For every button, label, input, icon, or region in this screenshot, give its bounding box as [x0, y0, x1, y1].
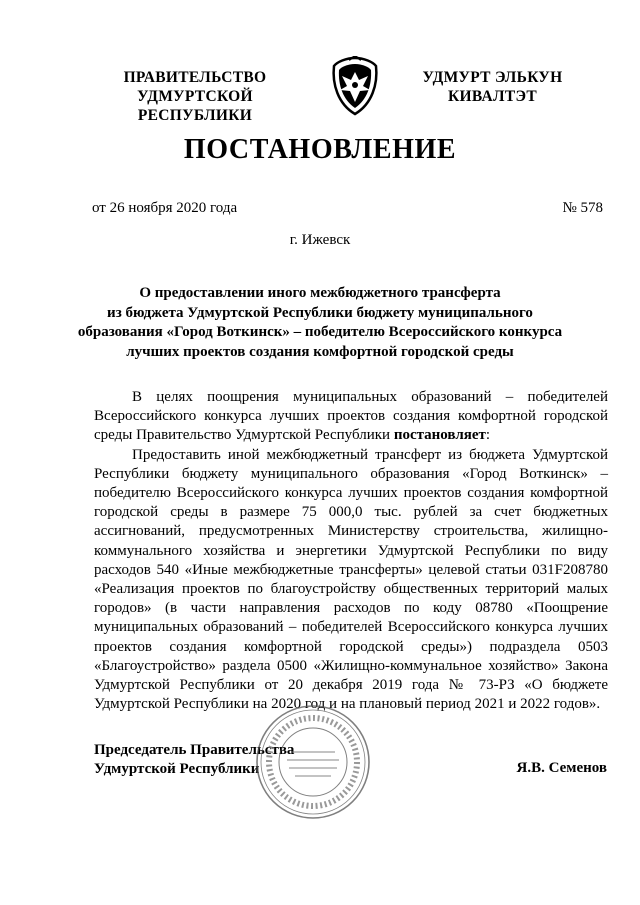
document-subject [60, 284, 580, 362]
preamble-text: В целях поощрения муниципальных образований – победителей Всероссийского конкурса лучших проектов создания комфортной городской среды Правительство Удмуртской Республики [94, 389, 608, 444]
resolution-paragraph: Предоставить иной межбюджетный трансферт из бюджета Удмуртской Республики бюджету муниципального образования «Город Воткинск» – победителю Всероссийского конкурса лучших проектов создания комфортной городской среды в размере 75 000,0 тыс. рублей за счет бюджетных ассигнований, предусмотренных Министерству строительства, жилищно-коммунального хозяйства и энергетики Удмуртской Республики по виду расходов 540 «Иные межбюджетные трансферты» целевой статьи 031F208780 «Реализация проектов по благоустройству общественных территорий малых городов» (в части направления расходов по коду 08780 «Поощрение муниципальных образований – победителей Всероссийского конкурса лучших проектов создания комфортной городской среды») подраздела 0503 «Благоустройство» раздела 0500 «Жилищно-коммунальное хозяйство» Закона Удмуртской Республики от 20 декабря 2019 года № 73-РЗ «О бюджете Удмуртской Республики на 2020 год и на плановый период 2021 и 2022 годов». [94, 446, 608, 713]
subject-line: из бюджета Удмуртской Республики бюджету муниципального [107, 304, 533, 321]
government-name-line1: ПРАВИТЕЛЬСТВО [123, 69, 267, 86]
government-name-udmurt [405, 68, 580, 106]
preamble-colon: : [485, 427, 491, 444]
subject-line: лучших проектов создания комфортной городской среды [126, 343, 514, 360]
signatory-name: Я.В. Семенов [516, 760, 607, 776]
coat-of-arms-icon [328, 56, 382, 116]
government-name-russian [80, 68, 310, 125]
signatory-title-line1: Председатель Правительства [94, 742, 295, 758]
signatory-title-line2: Удмуртской Республики [94, 761, 260, 777]
document-title: ПОСТАНОВЛЕНИЕ [183, 134, 457, 165]
resolution-keyword: постановляет [393, 427, 486, 444]
document-body [94, 388, 608, 714]
document-date: от 26 ноября 2020 года [92, 200, 238, 216]
official-stamp-icon [253, 702, 373, 822]
subject-line: образования «Город Воткинск» – победителю Всероссийского конкурса [77, 324, 563, 340]
document-city: г. Ижевск [289, 232, 351, 248]
preamble-paragraph [94, 388, 608, 446]
government-name-udmurt-line2: КИВАЛТЭТ [448, 88, 537, 105]
government-name-udmurt-line1: УДМУРТ ЭЛЬКУН [422, 69, 563, 86]
government-name-line2: УДМУРТСКОЙ РЕСПУБЛИКИ [137, 88, 253, 124]
document-number: № 578 [562, 200, 603, 216]
subject-line: О предоставлении иного межбюджетного трансферта [139, 285, 501, 301]
